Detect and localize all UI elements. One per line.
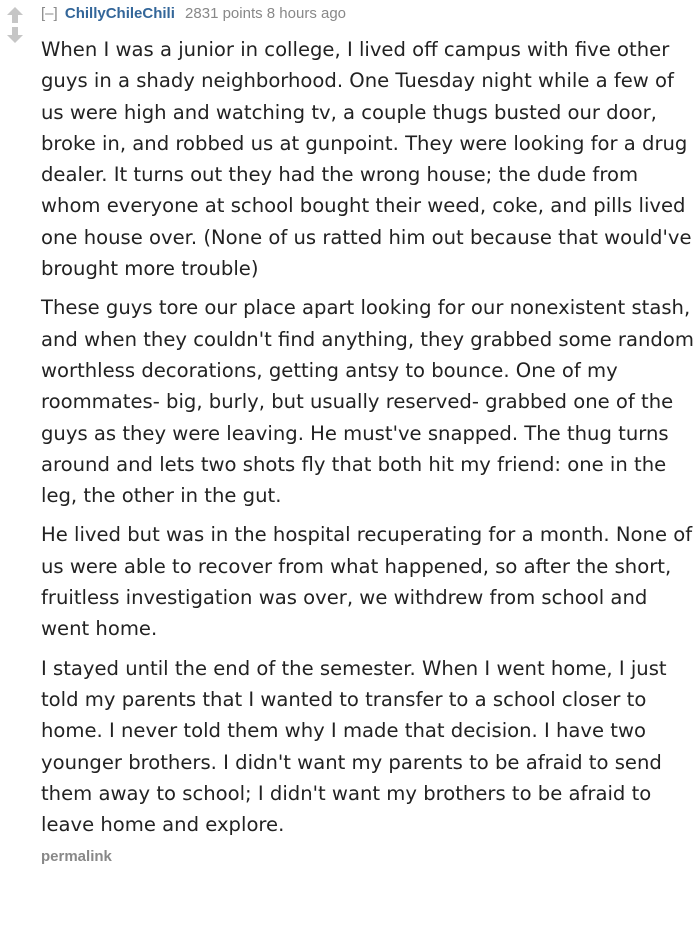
comment-buttons [41, 848, 696, 865]
comment-entry [41, 5, 696, 865]
downvote-arrow-icon[interactable] [6, 26, 24, 44]
vote-column [6, 6, 24, 44]
upvote-arrow-icon[interactable] [6, 6, 24, 24]
score: 2831 points [185, 5, 263, 22]
timestamp: 8 hours ago [266, 5, 347, 22]
comment-body [41, 34, 696, 840]
author-link[interactable]: ChillyChileChili [64, 5, 175, 22]
comment-paragraph: I stayed until the end of the semester. When I went home, I just told my parents that I wanted to transfer to a school closer to home. I never told them why I made that decision. I have two younger brothers. I didn't want my parents to be afraid to send them away to school; I didn't want my brothers to be afraid to leave home and explore. [41, 656, 667, 837]
permalink-link[interactable]: permalink [41, 848, 112, 866]
tagline [41, 5, 696, 23]
comment-paragraph: When I was a junior in college, I lived off campus with five other guys in a shady neighborhood. One Tuesday night while a few of us were high and watching tv, a couple thugs busted our door, broke in, and robbed us at gunpoint. They were looking for a drug dealer. It turns out they had the wrong house; the dude from whom everyone at school bought their weed, coke, and pills lived one house over. (None of us ratted him out because that would've brought more trouble) [41, 38, 692, 281]
collapse-toggle[interactable]: [–] [41, 5, 58, 22]
comment-paragraph: These guys tore our place apart looking for our nonexistent stash, and when they couldn't find anything, they grabbed some random worthless decorations, getting antsy to bounce. One of my roommates- big, burly, but usually reserved- grabbed one of the guys as they were leaving. He must've snapped. The thug turns around and lets two shots fly that both hit my friend: one in the leg, the other in the gut. [41, 296, 694, 508]
comment-paragraph: He lived but was in the hospital recuperating for a month. None of us were able to recover from what happened, so after the short, fruitless investigation was over, we withdrew from school and went home. [41, 523, 693, 641]
